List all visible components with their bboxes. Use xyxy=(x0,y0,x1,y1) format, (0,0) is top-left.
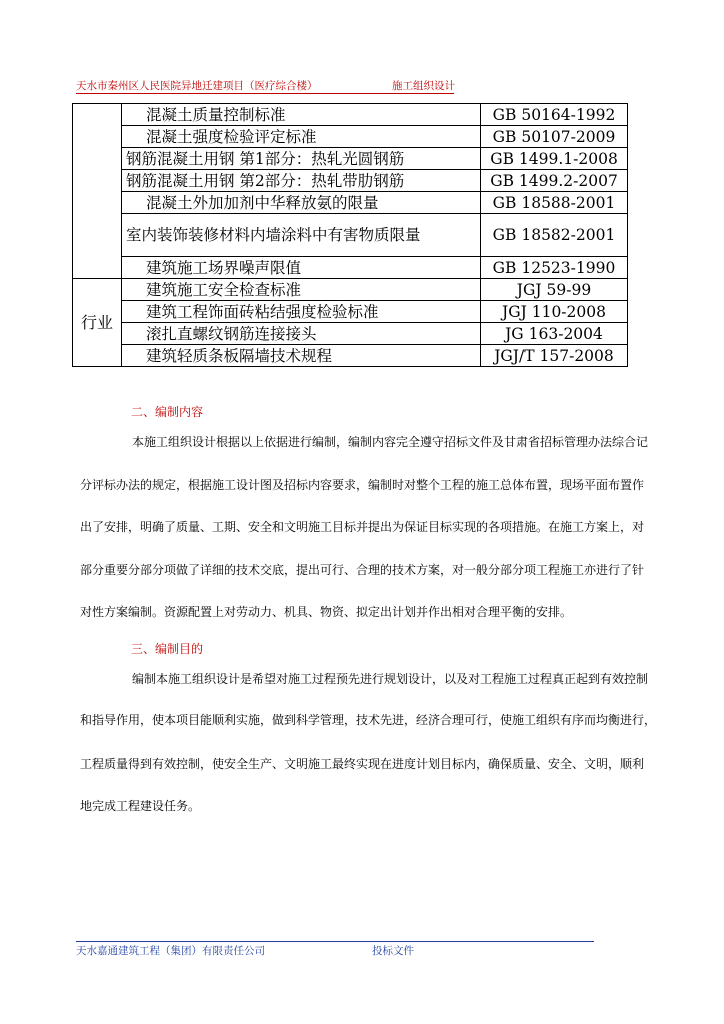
paragraph-line: 本施工组织设计根据以上依据进行编制，编制内容完全遵守招标文件及甘肃省招标管理办法综合记 xyxy=(132,435,649,449)
standard-code: GB 1499.1-2008 xyxy=(481,148,628,170)
table-row xyxy=(73,104,628,126)
category-industry: 行业 xyxy=(73,279,122,367)
page-header xyxy=(76,79,454,94)
table-row xyxy=(73,279,628,301)
standard-code: JGJ 110-2008 xyxy=(481,301,628,323)
paragraph-line: 编制本施工组织设计是希望对施工过程预先进行规划设计，以及对工程施工过程真正起到有效控制 xyxy=(132,672,649,686)
standard-name: 混凝土强度检验评定标准 xyxy=(122,126,481,148)
standard-name: 建筑施工安全检查标准 xyxy=(122,279,481,301)
standard-name: 钢筋混凝土用钢 第2部分：热轧带肋钢筋 xyxy=(122,170,481,192)
header-project-title: 天水市秦州区人民医院异地迁建项目（医疗综合楼） xyxy=(76,80,318,92)
table-row xyxy=(73,214,628,257)
section-heading-purpose: 三、编制目的 xyxy=(131,642,204,656)
footer-doc: 投标文件 xyxy=(372,945,414,957)
standard-code: GB 12523-1990 xyxy=(481,257,628,279)
table-row xyxy=(73,170,628,192)
paragraph-line: 部分重要分部分项做了详细的技术交底，提出可行、合理的技术方案，对一般分部分项工程施工亦进行了针 xyxy=(80,563,645,577)
table-row xyxy=(73,148,628,170)
table-row xyxy=(73,257,628,279)
paragraph-line: 工程质量得到有效控制，使安全生产、文明施工最终实现在进度计划目标内，确保质量、安全、文明，顺利 xyxy=(80,757,645,771)
paragraph-line: 对性方案编制。资源配置上对劳动力、机具、物资、拟定出计划并作出相对合理平衡的安排。 xyxy=(80,605,573,619)
standard-name: 建筑轻质条板隔墙技术规程 xyxy=(122,345,481,367)
footer-company: 天水嘉通建筑工程（集团）有限责任公司 xyxy=(76,945,265,957)
standard-code: GB 50107-2009 xyxy=(481,126,628,148)
standard-code: JGJ/T 157-2008 xyxy=(481,345,628,367)
paragraph-line: 出了安排，明确了质量、工期、安全和文明施工目标并提出为保证目标实现的各项措施。在施工方案上，对 xyxy=(80,520,645,534)
paragraph-line: 分评标办法的规定，根据施工设计图及招标内容要求，编制时对整个工程的施工总体布置，现场平面布置作 xyxy=(80,478,645,492)
table-row xyxy=(73,192,628,214)
standard-name: 建筑施工场界噪声限值 xyxy=(122,257,481,279)
standard-code: GB 18582-2001 xyxy=(481,214,628,257)
standard-name: 滚扎直螺纹钢筋连接接头 xyxy=(122,323,481,345)
standard-name: 钢筋混凝土用钢 第1部分：热轧光圆钢筋 xyxy=(122,148,481,170)
standard-code: GB 18588-2001 xyxy=(481,192,628,214)
standard-code: GB 1499.2-2007 xyxy=(481,170,628,192)
table-row xyxy=(73,345,628,367)
standard-name: 混凝土质量控制标准 xyxy=(122,104,481,126)
standard-code: JG 163-2004 xyxy=(481,323,628,345)
standard-code: GB 50164-1992 xyxy=(481,104,628,126)
standard-code: JGJ 59-99 xyxy=(481,279,628,301)
paragraph-line: 地完成工程建设任务。 xyxy=(80,799,201,813)
header-doc-type: 施工组织设计 xyxy=(392,80,455,92)
standard-name: 混凝土外加加剂中华释放氨的限量 xyxy=(122,192,481,214)
standards-table xyxy=(72,103,628,367)
table-row xyxy=(73,323,628,345)
standard-name: 建筑工程饰面砖粘结强度检验标准 xyxy=(122,301,481,323)
table-row xyxy=(73,126,628,148)
table-row xyxy=(73,301,628,323)
standard-name: 室内装饰装修材料内墙涂料中有害物质限量 xyxy=(122,214,481,257)
category-cell-blank xyxy=(73,104,122,279)
paragraph-line: 和指导作用，使本项目能顺利实施，做到科学管理，技术先进，经济合理可行，使施工组织有序而均衡进行， xyxy=(80,713,657,727)
page-footer xyxy=(76,941,594,958)
section-heading-content: 二、编制内容 xyxy=(131,405,204,419)
